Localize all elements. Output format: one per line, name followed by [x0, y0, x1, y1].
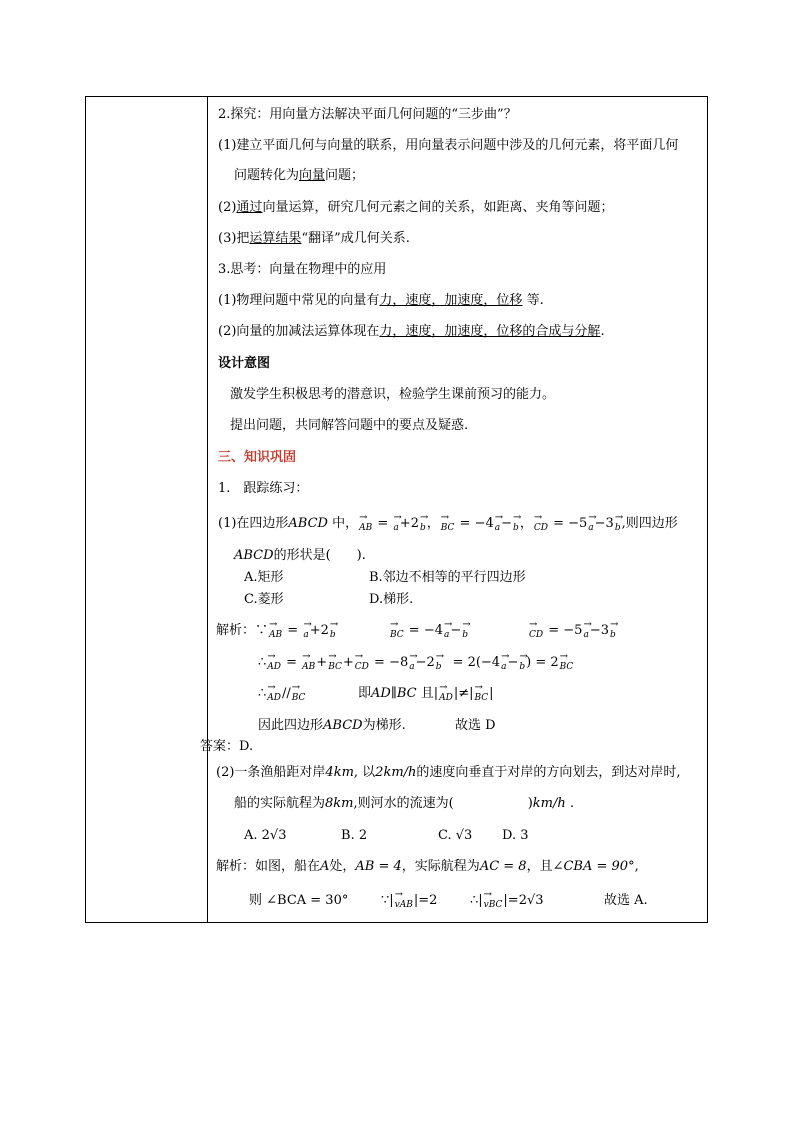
vector-b: → b [462, 626, 468, 644]
content-column [200, 97, 707, 922]
text: + [316, 655, 328, 670]
text: “翻译”成几何关系. [301, 231, 410, 246]
equals: = [282, 655, 302, 670]
vector-a: → a [303, 626, 308, 644]
vector-b: → b [513, 519, 519, 537]
text: +2 [309, 623, 329, 638]
p2-option-b: B. 2 [341, 828, 368, 843]
solution1-line4 [258, 717, 406, 735]
solution1-line1-bc [389, 622, 469, 641]
p2-option-d: D. 3 [502, 828, 529, 843]
lesson-table [85, 96, 708, 923]
line-physics-2 [218, 323, 605, 341]
option-d: D.梯形. [369, 592, 414, 607]
solution1-line2 [258, 654, 574, 673]
design-intent-heading: 设计意图 [218, 356, 271, 371]
text: ) = 2 [526, 655, 559, 670]
design-intent-text-1: 激发学生积极思考的潜意识，检验学生课前预习的能力。 [230, 387, 556, 402]
text: 问题； [325, 168, 365, 183]
underlined-text: 力，速度，加速度，位移 [379, 293, 523, 308]
text: 因此四边形 [258, 718, 324, 733]
solution2-line2-c [470, 892, 544, 911]
answer1: 答案：D. [200, 739, 254, 754]
math-text: 4km [325, 765, 354, 780]
line-step2 [218, 199, 613, 217]
underlined-text: 运算结果 [249, 231, 302, 246]
text: 处， [329, 859, 356, 874]
text: ∕∕ [282, 686, 291, 701]
text: ∴ [258, 655, 267, 670]
section-heading: 三、知识巩固 [218, 450, 297, 465]
line-think: 3.思考：向量在物理中的应用 [218, 262, 387, 277]
line-explore: 2.探究：用向量方法解决平面几何问题的“三步曲”？ [218, 107, 517, 122]
vector-a: → a [588, 519, 593, 537]
solution1-line1 [216, 622, 337, 641]
solution1-choice: 故选 D [455, 718, 496, 733]
solution2-line2-a: 则 ∠BCA = 30° [249, 893, 349, 908]
vector-a: → a [409, 658, 414, 676]
text: . [600, 324, 605, 339]
vector-b: → b [610, 626, 616, 644]
vector-AB: → AB [359, 519, 372, 537]
text: |≠| [453, 686, 474, 701]
vector-BC: → BC [474, 689, 488, 707]
vector-a: → a [444, 626, 449, 644]
vector-a: → a [495, 519, 500, 537]
text: −4 [423, 623, 444, 638]
vector-b: → b [615, 519, 621, 537]
vector-AD: → AD [267, 658, 281, 676]
vector-b: → b [330, 626, 336, 644]
text: |=2 [413, 893, 438, 908]
solution1-line3 [258, 685, 306, 704]
vector-CD: → CD [534, 519, 548, 537]
text: 中， [327, 516, 359, 531]
problem1-stem [218, 515, 678, 534]
text: −3 [594, 516, 614, 531]
text: ,则四边形 [621, 516, 678, 531]
vector-BC: → BC [390, 626, 404, 644]
vector-BC: → BC [328, 658, 342, 676]
text: −8 [389, 655, 409, 670]
vector-vBC: → vBC [484, 896, 503, 914]
text: −5 [563, 623, 583, 638]
text: (2)一条渔船距对岸 [216, 765, 326, 780]
vector-a: → a [393, 519, 398, 537]
text: 为梯形. [362, 718, 406, 733]
text: ,则河水的流速为( [353, 796, 454, 811]
text: ∴ [258, 686, 267, 701]
text: ，且 [526, 859, 553, 874]
problem1-stem-cont [234, 547, 366, 565]
text: − [507, 655, 519, 670]
text: 问题转化为 [234, 168, 300, 183]
equals: = [404, 623, 424, 638]
text: (3)把 [218, 231, 250, 246]
text: = 2(−4 [452, 655, 501, 670]
vector-AB: → AB [302, 658, 315, 676]
text: −5 [568, 516, 588, 531]
left-column [86, 97, 208, 922]
text: 解析：∵ [216, 623, 269, 638]
equals: = [369, 655, 390, 670]
vector-b: → b [519, 658, 525, 676]
text: , [634, 859, 639, 874]
option-a: A.矩形 [244, 570, 284, 585]
text: (1)物理问题中常见的向量有 [218, 293, 380, 308]
math-text: ∠CBA = 90° [552, 859, 635, 874]
vector-AD: → AD [267, 689, 281, 707]
math-text: ABCD [288, 516, 328, 531]
math-text: ABCD [323, 718, 363, 733]
equals: = [283, 623, 303, 638]
line-step1: (1)建立平面几何与向量的联系，用向量表示问题中涉及的几何元素，将平面几何 [218, 138, 679, 153]
design-intent-text-2: 提出问题，共同解答问题中的要点及疑惑. [230, 418, 469, 433]
practice-heading: 1. 跟踪练习： [218, 481, 309, 496]
text: − [501, 516, 513, 531]
math-text: ABCD [234, 548, 274, 563]
vector-AB: → AB [269, 626, 282, 644]
text: 船的实际航程为 [234, 796, 326, 811]
line-step1-cont [234, 167, 364, 185]
math-text: km/h [532, 796, 566, 811]
p2-option-c: C. √3 [438, 828, 473, 843]
option-b: B.邻边不相等的平行四边形 [369, 570, 526, 585]
solution2-choice: 故选 A. [604, 893, 648, 908]
solution2-line1 [216, 858, 639, 876]
text: 即 [358, 686, 372, 701]
text: + [342, 655, 354, 670]
text: 等. [522, 293, 544, 308]
math-text: AB = 4 [355, 859, 402, 874]
text: ， [426, 516, 440, 531]
math-text: AC = 8 [479, 859, 527, 874]
equals: = [373, 516, 393, 531]
text: 解析：如图，船在 [216, 859, 321, 874]
text: (1)在四边形 [218, 516, 289, 531]
text: −3 [589, 623, 609, 638]
math-text: A [320, 859, 330, 874]
text: ，实际航程为 [401, 859, 480, 874]
math-text: 2km/h [375, 765, 417, 780]
underlined-text: 力，速度，加速度，位移的合成与分解 [379, 324, 601, 339]
vector-a: → a [501, 658, 506, 676]
text: . [565, 796, 575, 811]
line-physics-1 [218, 292, 544, 310]
text: − [450, 623, 462, 638]
vector-b: → b [436, 658, 442, 676]
text: (2) [218, 200, 237, 215]
solution1-line3-b [358, 685, 494, 704]
equals: = [548, 516, 569, 531]
underlined-text: 通过 [236, 200, 263, 215]
solution1-line1-cd [528, 622, 617, 641]
underlined-text: 向量 [299, 168, 326, 183]
option-c: C.菱形 [244, 592, 284, 607]
p2-option-a: A. 2√3 [244, 828, 287, 843]
problem2-stem [216, 764, 681, 782]
line-step3 [218, 230, 410, 248]
vector-b: → b [420, 519, 426, 537]
text: | [489, 686, 494, 701]
vector-AD: → AD [439, 689, 453, 707]
text: +2 [399, 516, 419, 531]
vector-BC: → BC [292, 689, 306, 707]
text: ) [527, 796, 533, 811]
equals: = [455, 516, 475, 531]
text: ， [519, 516, 533, 531]
text: , 以 [353, 765, 376, 780]
text: ∴| [470, 893, 483, 908]
solution2-line2-b [381, 892, 437, 911]
text: (2)向量的加减法运算体现在 [218, 324, 380, 339]
text: |=2√3 [503, 893, 544, 908]
math-text: AD∥BC [371, 686, 417, 701]
text: −2 [415, 655, 435, 670]
text: 的速度向垂直于对岸的方向划去，到达对岸时, [416, 765, 681, 780]
vector-CD: → CD [355, 658, 369, 676]
vector-vAB: → vAB [395, 896, 413, 914]
text: 向量运算，研究几何元素之间的关系，如距离、夹角等问题； [262, 200, 614, 215]
problem2-stem-cont [234, 795, 574, 813]
text: 且| [416, 686, 439, 701]
vector-CD: → CD [529, 626, 543, 644]
vector-BC: → BC [560, 658, 574, 676]
vector-BC: → BC [441, 519, 455, 537]
equals: = [544, 623, 564, 638]
math-text: 8km [325, 796, 354, 811]
text: ∵| [381, 893, 394, 908]
text: 的形状是( ). [273, 548, 366, 563]
text: −4 [474, 516, 494, 531]
vector-a: → a [583, 626, 588, 644]
